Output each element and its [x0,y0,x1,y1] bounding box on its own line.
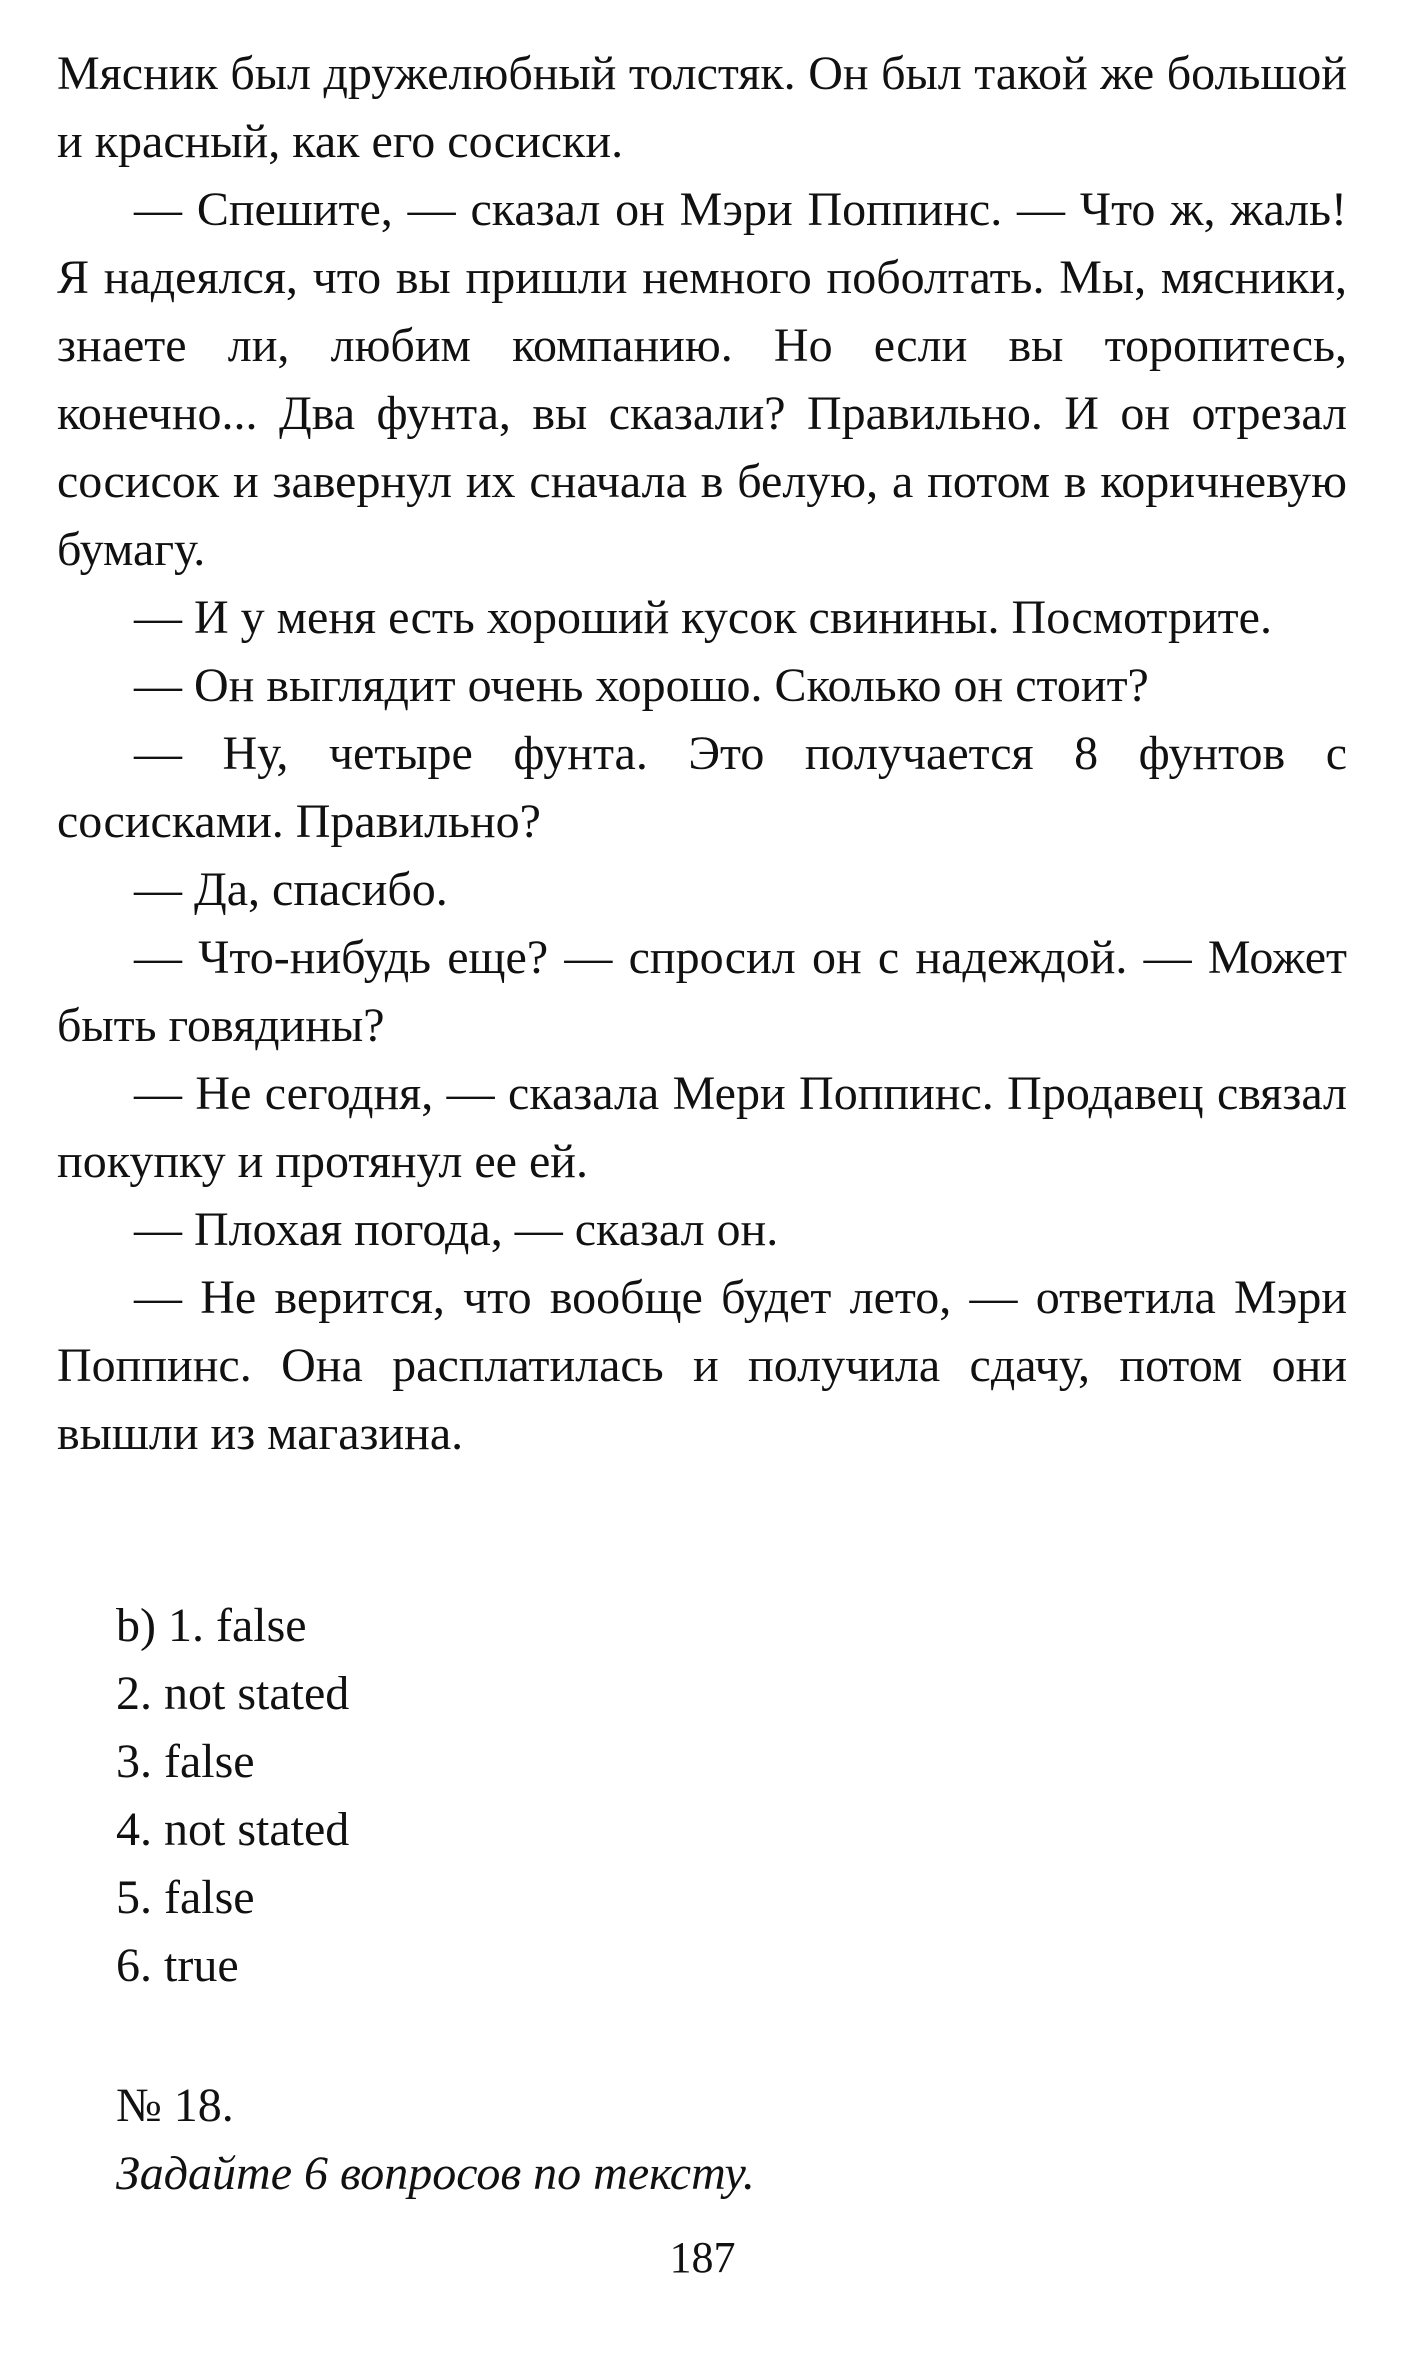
answer-item: 6. true [116,1939,239,1992]
story-text [57,40,1347,1468]
answers-list [116,1592,349,2000]
answer-item: 5. false [116,1871,255,1924]
page-number: 187 [669,2233,736,2282]
answer-item: 2. not stated [116,1667,350,1720]
story-paragraph: — Он выглядит очень хорошо. Сколько он стоит? [134,659,1149,712]
story-paragraph: — Что-нибудь еще? — спросил он с надеждой. — Может быть говядины? [57,931,1347,1052]
story-paragraph: — Плохая погода, — сказал он. [134,1203,779,1256]
story-paragraph: — И у меня есть хороший кусок свинины. Посмотрите. [134,591,1272,644]
exercise-task: Задайте 6 вопросов по тексту. [116,2147,755,2200]
exercise-number: № 18. [116,2079,234,2132]
story-paragraph: — Да, спасибо. [134,863,448,916]
story-paragraph: — Не сегодня, — сказала Мери Поппинс. Продавец связал покупку и протянул ее ей. [57,1067,1347,1188]
answer-item: b) 1. false [116,1599,307,1652]
story-paragraph: Мясник был дружелюбный толстяк. Он был такой же большой и красный, как его сосиски. [57,47,1347,168]
answer-item: 4. not stated [116,1803,350,1856]
story-paragraph: — Спешите, — сказал он Мэри Поппинс. — Что ж, жаль! Я надеялся, что вы пришли немного поболтать. Мы, мясники, знаете ли, любим компанию. Но если вы торопитесь, конечно... Два фунта, вы сказали? Правильно. И он отрезал сосисок и завернул их сначала в белую, а потом в коричневую бумагу. [57,183,1347,576]
answer-item: 3. false [116,1735,255,1788]
story-paragraph: — Ну, четыре фунта. Это получается 8 фунтов с сосисками. Правильно? [57,727,1347,848]
story-paragraph: — Не верится, что вообще будет лето, — ответила Мэри Поппинс. Она расплатилась и получила сдачу, потом они вышли из магазина. [57,1271,1347,1460]
